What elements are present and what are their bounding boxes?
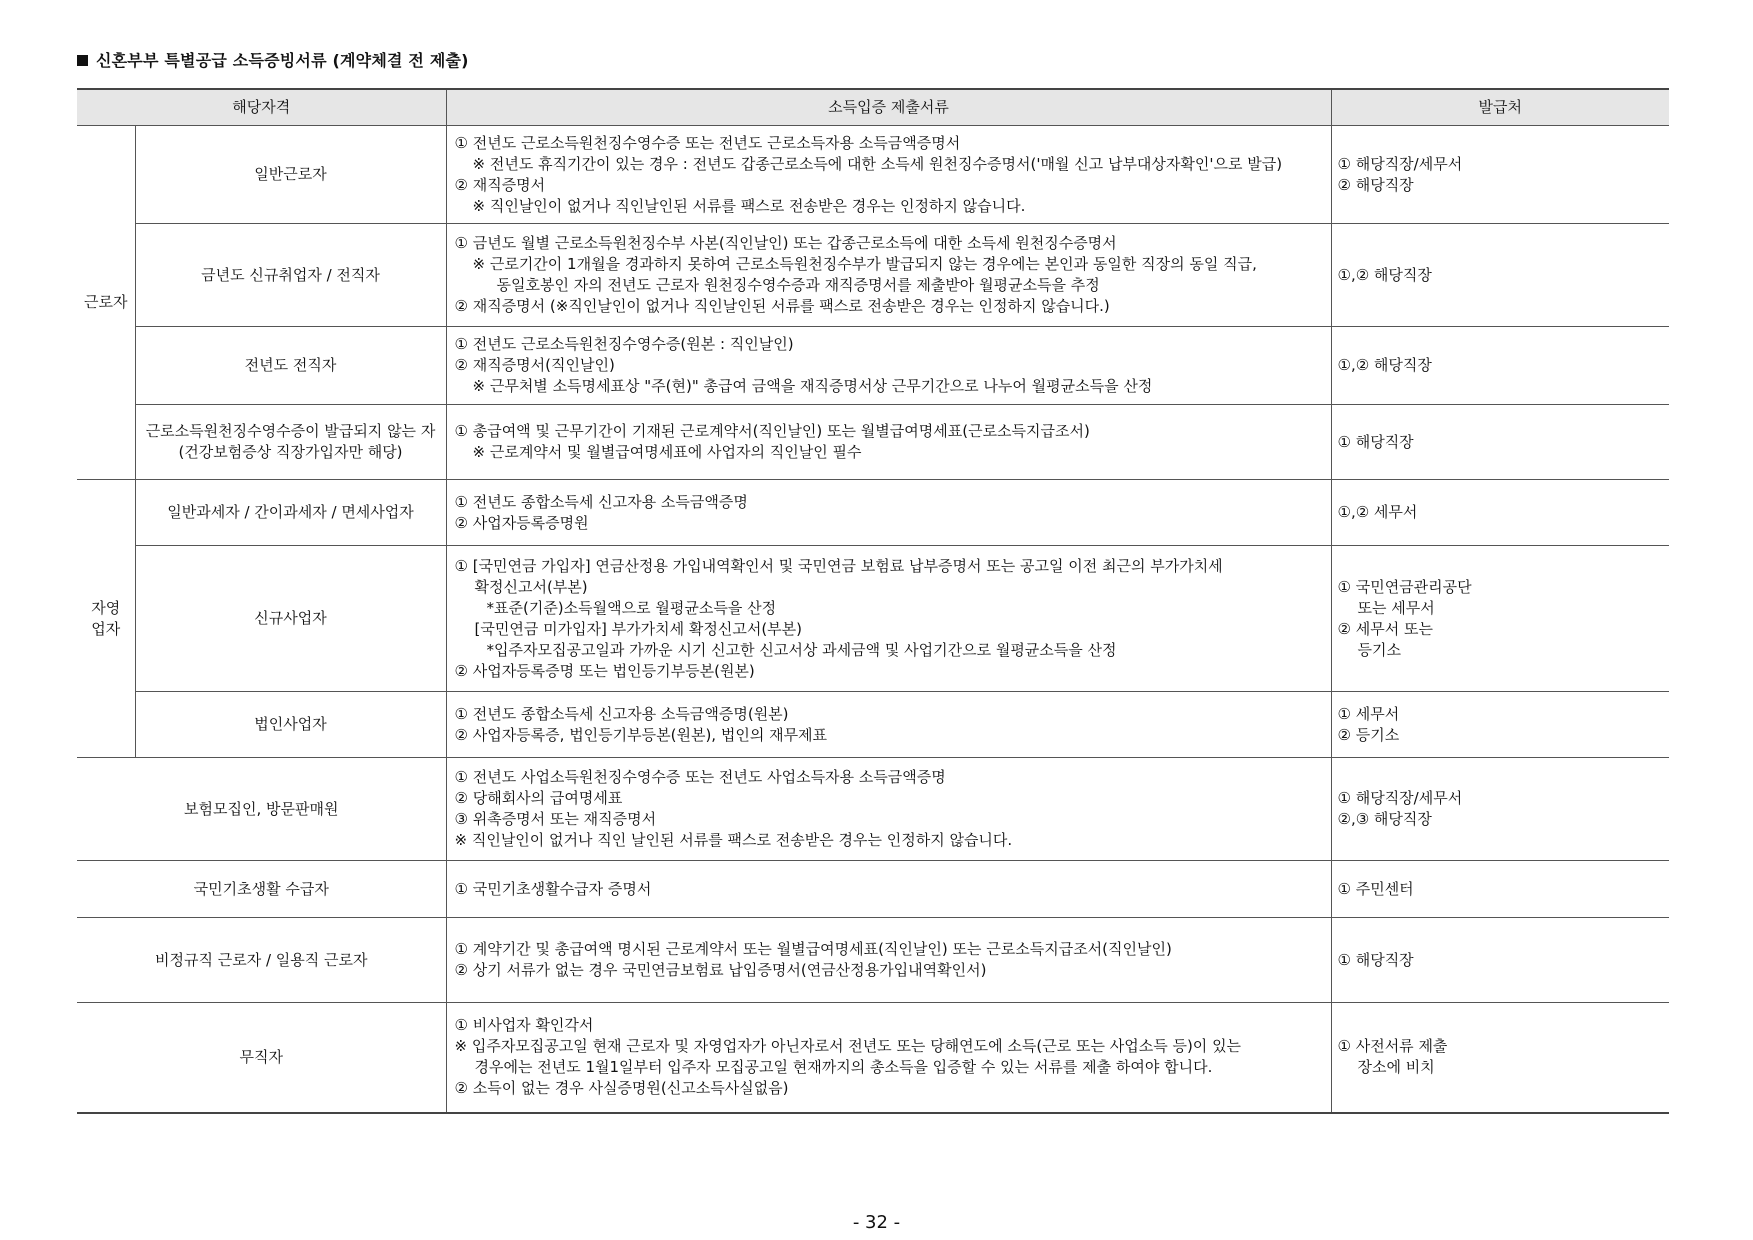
group-self-employed-label: 자영 업자 [91,598,121,638]
doc-line: ① 전년도 사업소득원천징수영수증 또는 전년도 사업소득자용 소득금액증명 [454,768,946,786]
table-header-row [77,89,1669,126]
row-issuer [1331,224,1669,327]
issuer-line: ② 등기소 [1337,725,1400,744]
row-documents [446,861,1331,918]
row-documents [446,126,1331,224]
group-self-employed [77,480,135,758]
page-number: - 32 - [852,1212,901,1233]
doc-line: ① 금년도 월별 근로소득원천징수부 사본(직인날인) 또는 갑종근로소득에 대한 소득세 원천징수증명서 [454,234,1117,252]
doc-line: ② 소득이 없는 경우 사실증명원(신고소득사실없음) [454,1079,789,1098]
table-row [77,758,1669,861]
doc-line: ② 사업자등록증명원 [454,513,589,532]
doc-line: ※ 직인날인이 없거나 직인 날인된 서류를 팩스로 전송받은 경우는 인정하지 않습니다. [454,831,1013,849]
group-worker: 근로자 [77,126,135,480]
row-qualification: 국민기초생활 수급자 [77,861,446,918]
doc-line: ② 재직증명서 (※직인날인이 없거나 직인날인된 서류를 팩스로 전송받은 경우는 인정하지 않습니다.) [454,297,1110,315]
doc-line: ① [국민연금 가입자] 연금산정용 가입내역확인서 및 국민연금 보험료 납부증명서 또는 공고일 이전 최근의 부가가치세 [454,556,1223,575]
row-issuer [1331,918,1669,1003]
qualification-line: 근로소득원천징수영수증이 발급되지 않는 자 [145,422,436,440]
table-row [77,861,1669,918]
row-issuer [1331,861,1669,918]
table-row [77,327,1669,405]
table-row [77,692,1669,758]
doc-line: ※ 근로기간이 1개월을 경과하지 못하여 근로소득원천징수부가 발급되지 않는 경우에는 본인과 동일한 직장의 동일 직급, [472,255,1257,273]
issuer-line: ② 세무서 또는 [1337,619,1433,638]
header-qualification: 해당자격 [77,89,446,126]
table-row [77,126,1669,224]
table-row [77,918,1669,1003]
doc-line: 동일호봉인 자의 전년도 근로자 원천징수영수증과 재직증명서를 제출받아 월평균소득을 추정 [496,276,1100,294]
doc-line: ② 사업자등록증명 또는 법인등기부등본(원본) [454,661,755,680]
doc-line: ① 총급여액 및 근무기간이 기재된 근로계약서(직인날인) 또는 월별급여명세표(근로소득지급조서) [454,422,1090,440]
doc-line: 경우에는 전년도 1월1일부터 입주자 모집공고일 현재까지의 총소득을 입증할 수 있는 서류를 제출 하여야 합니다. [474,1058,1213,1077]
row-documents [446,327,1331,405]
issuer-line: 또는 세무서 [1357,598,1435,617]
row-issuer [1331,126,1669,224]
row-documents [446,546,1331,692]
issuer-line: ① 해당직장/세무서 [1337,154,1463,173]
doc-line: ① 전년도 근로소득원천징수영수증 또는 전년도 근로소득자용 소득금액증명서 [454,133,961,152]
doc-line: ※ 근로계약서 및 월별급여명세표에 사업자의 직인날인 필수 [472,443,862,461]
row-documents [446,692,1331,758]
row-issuer [1331,758,1669,861]
table-row [77,224,1669,327]
doc-line: ② 재직증명서 [454,175,546,194]
row-qualification: 법인사업자 [135,692,446,758]
doc-line: 확정신고서(부본) [474,577,588,596]
doc-line: ① 전년도 근로소득원천징수영수증(원본 : 직인날인) [454,335,794,353]
row-qualification: 보험모집인, 방문판매원 [77,758,446,861]
income-docs-table [77,88,1669,1114]
issuer-line: 등기소 [1357,640,1401,659]
doc-line: ③ 위촉증명서 또는 재직증명서 [454,810,657,828]
row-issuer [1331,405,1669,480]
doc-line: *입주자모집공고일과 가까운 시기 신고한 신고서상 과세금액 및 사업기간으로 월평균소득을 산정 [486,640,1117,659]
qualification-note: (건강보험증상 직장가입자만 해당) [178,443,403,461]
row-issuer [1331,480,1669,546]
row-issuer [1331,546,1669,692]
table-row [77,1003,1669,1113]
row-issuer [1331,692,1669,758]
row-documents [446,918,1331,1003]
doc-line: ※ 전년도 휴직기간이 있는 경우 : 전년도 갑종근로소득에 대한 소득세 원천징수증명서('매월 신고 납부대상자확인'으로 발급) [472,154,1283,173]
issuer-line: ②,③ 해당직장 [1337,810,1432,828]
row-issuer [1331,327,1669,405]
header-issuer: 발급처 [1331,89,1669,126]
header-documents: 소득입증 제출서류 [446,89,1331,126]
issuer-line: ① 해당직장 [1337,950,1414,969]
doc-line: ※ 입주자모집공고일 현재 근로자 및 자영업자가 아닌자로서 전년도 또는 당해연도에 소득(근로 또는 사업소득 등)이 있는 [454,1037,1242,1056]
doc-line: ① 전년도 종합소득세 신고자용 소득금액증명(원본) [454,704,789,723]
issuer-line: 장소에 비치 [1357,1058,1435,1077]
row-qualification [135,405,446,480]
row-qualification: 전년도 전직자 [135,327,446,405]
section-title-text: 신혼부부 특별공급 소득증빙서류 (계약체결 전 제출) [96,51,469,70]
row-qualification: 일반근로자 [135,126,446,224]
doc-line: ② 당해회사의 급여명세표 [454,789,623,807]
doc-line: ② 상기 서류가 없는 경우 국민연금보험료 납입증명서(연금산정용가입내역확인서) [454,961,987,979]
doc-line: ※ 근무처별 소득명세표상 "주(현)" 총급여 금액을 재직증명서상 근무기간으로 나누어 월평균소득을 산정 [472,377,1153,395]
issuer-line: ① 국민연금관리공단 [1337,577,1472,596]
row-issuer [1331,1003,1669,1113]
row-documents [446,405,1331,480]
section-title [77,48,469,71]
table-row [77,546,1669,692]
row-qualification: 일반과세자 / 간이과세자 / 면세사업자 [135,480,446,546]
issuer-line: ① 해당직장 [1337,432,1414,451]
row-qualification: 금년도 신규취업자 / 전직자 [135,224,446,327]
doc-line: ① 계약기간 및 총급여액 명시된 근로계약서 또는 월별급여명세표(직인날인) 또는 근로소득지급조서(직인날인) [454,940,1172,958]
issuer-line: ① 사전서류 제출 [1337,1037,1448,1056]
row-documents [446,480,1331,546]
doc-line: ② 사업자등록증, 법인등기부등본(원본), 법인의 재무제표 [454,725,828,744]
issuer-line: ① 세무서 [1337,704,1400,723]
row-qualification: 무직자 [77,1003,446,1113]
square-bullet-icon [77,55,88,66]
doc-line: [국민연금 미가입자] 부가가치세 확정신고서(부본) [474,619,803,638]
doc-line: *표준(기준)소득월액으로 월평균소득을 산정 [486,598,777,617]
row-qualification: 비정규직 근로자 / 일용직 근로자 [77,918,446,1003]
issuer-line: ①,② 해당직장 [1337,356,1432,374]
row-documents [446,1003,1331,1113]
table-row [77,405,1669,480]
doc-line: ② 재직증명서(직인날인) [454,356,615,374]
doc-line: ※ 직인날인이 없거나 직인날인된 서류를 팩스로 전송받은 경우는 인정하지 않습니다. [472,196,1026,215]
row-qualification: 신규사업자 [135,546,446,692]
row-documents [446,224,1331,327]
issuer-line: ① 해당직장/세무서 [1337,789,1463,807]
issuer-line: ② 해당직장 [1337,175,1414,194]
issuer-line: ①,② 세무서 [1337,503,1418,521]
row-documents [446,758,1331,861]
issuer-line: ①,② 해당직장 [1337,265,1432,284]
doc-line: ① 전년도 종합소득세 신고자용 소득금액증명 [454,492,748,511]
table-row [77,480,1669,546]
doc-line: ① 비사업자 확인각서 [454,1016,594,1035]
doc-line: ① 국민기초생활수급자 증명서 [454,879,652,898]
issuer-line: ① 주민센터 [1337,879,1414,898]
